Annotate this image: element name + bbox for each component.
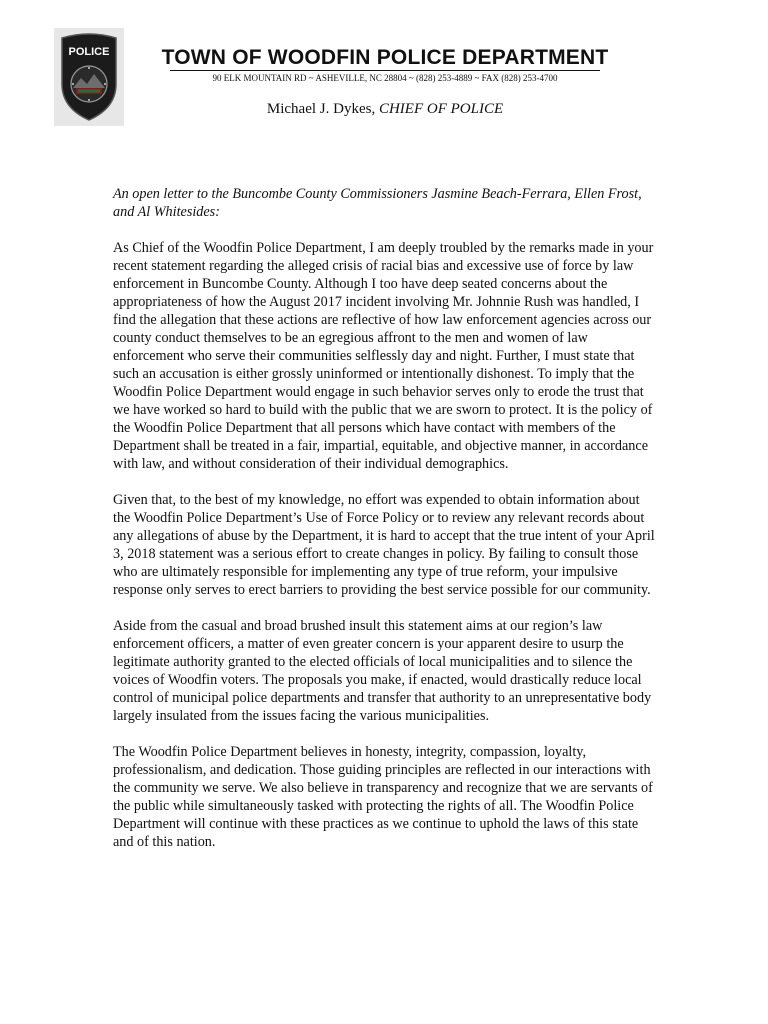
- chief-line: [150, 100, 620, 118]
- header-rule: [170, 70, 600, 71]
- chief-name: Michael J. Dykes,: [266, 101, 379, 117]
- letter-body: [113, 185, 658, 869]
- police-badge-graphic: [54, 28, 124, 126]
- chief-title: CHIEF OF POLICE: [378, 101, 504, 117]
- letter-paragraph-2: Given that, to the best of my knowledge, no effort was expended to obtain information about the Woodfin Police Department’s Use of Force Policy or to review any relevant records about any allegations of abuse by the Department, it is hard to accept that the true intent of your April 3, 2018 statement was a serious effort to create changes in policy. By failing to consult those who are ultimately responsible for implementing any type of true reform, your impulsive response only serves to erect barriers to providing the best service possible for our community.: [113, 492, 655, 598]
- department-title: TOWN OF WOODFIN POLICE DEPARTMENT: [161, 46, 609, 69]
- letter-paragraph-1: As Chief of the Woodfin Police Department, I am deeply troubled by the remarks made in your recent statement regarding the alleged crisis of racial bias and excessive use of force by law enforcement in Buncombe County. Although I too have deep seated concerns about the appropriateness of how the August 2017 incident involving Mr. Johnnie Rush was handled, I find the allegation that these actions are reflective of how law enforcement agencies across our county conduct themselves to be an egregious affront to the men and women of law enforcement who serve their communities selflessly day and night. Further, I must state that such an accusation is either grossly uninformed or intentionally dishonest. To imply that the Woodfin Police Department would engage in such behavior serves only to erode the trust that we have worked so hard to build with the public that we are sworn to protect. It is the policy of the Woodfin Police Department that all persons which have contact with members of the Department shall be treated in a fair, impartial, equitable, and objective manner, in accordance with law, and without consideration of their individual demographics.: [113, 240, 654, 472]
- letter-paragraph-4: The Woodfin Police Department believes in honesty, integrity, compassion, loyalty, professionalism, and dedication. Those guiding principles are reflected in our interactions with the community we serve. We also believe in transparency and recognize that we are servants of the public while simultaneously tasked with protecting the rights of all. The Woodfin Police Department will continue with these practices as we continue to uphold the laws of this state and of this nation.: [113, 744, 653, 850]
- letterhead: [150, 46, 620, 118]
- police-badge-icon: [54, 28, 124, 126]
- letter-paragraph-3: Aside from the casual and broad brushed insult this statement aims at our region’s law enforcement officers, a matter of even greater concern is your apparent desire to usurp the legitimate authority granted to the elected officials of local municipalities and to silence the voices of Woodfin voters. The proposals you make, if enacted, would drastically reduce local control of municipal police departments and transfer that authority to an unrepresentative body largely insulated from the issues facing the various municipalities.: [113, 618, 652, 724]
- department-address: 90 ELK MOUNTAIN RD ~ ASHEVILLE, NC 28804 ~ (828) 253-4889 ~ FAX (828) 253-4700: [212, 73, 558, 83]
- letter-salutation: An open letter to the Buncombe County Commissioners Jasmine Beach-Ferrara, Ellen Frost, and Al Whitesides:: [113, 186, 642, 220]
- badge-label: POLICE: [68, 46, 110, 58]
